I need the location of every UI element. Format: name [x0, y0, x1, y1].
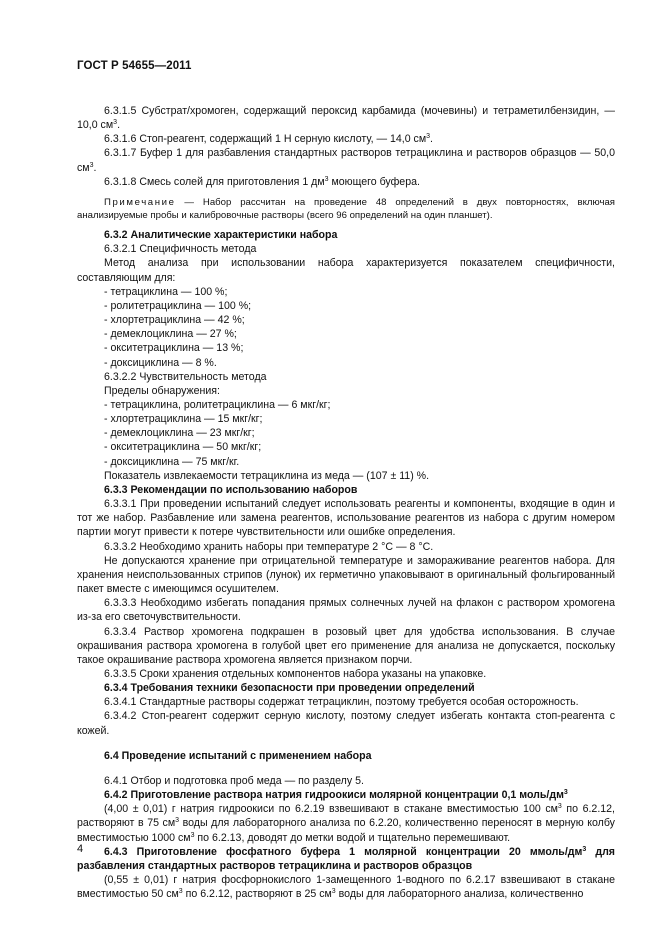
document-code-header: ГОСТ Р 54655—2011	[77, 60, 192, 72]
paragraph-6-4-3: (0,55 ± 0,01) г натрия фосфорнокислого 1-замещенного 1-водного по 6.2.17 взвешивают в стакане вместимостью 50 $см^3$ по 6.2.12, растворяют в 25 $см^3$ воды для лабораторного анализа, количественно	[77, 874, 615, 901]
item-6-3-1-6: 6.3.1.6 Стоп-реагент, содержащий 1 Н серную кислоту, — 14,0 $см^3$.	[104, 133, 433, 146]
paragraph-6-4-1: 6.4.1 Отбор и подготовка проб меда — по разделу 5.	[104, 774, 364, 787]
list-item: - хлортетрациклина — 15 мкг/кг;	[104, 413, 263, 426]
list-item: - ролитетрациклина — 100 %;	[104, 299, 252, 312]
section-heading-6-4-3: 6.4.3 Приготовление фосфатного буфера 1 молярной концентрации 20 ммоль/$дм^3$ для разбавления стандартных растворов тетрациклина и растворов образцов	[77, 845, 615, 872]
note-label: Примечание	[104, 196, 176, 208]
specificity-list	[77, 285, 615, 370]
list-item: - доксициклина — 75 мкг/кг.	[104, 455, 240, 468]
specificity-intro: Метод анализа при использовании набора характеризуется показателем специфичности, составляющим для:	[77, 257, 615, 284]
detection-limits-list	[77, 398, 615, 469]
item-6-3-1-8: 6.3.1.8 Смесь солей для приготовления 1 $дм^3$ моющего буфера.	[104, 175, 420, 188]
list-item: - тетрациклина, ролитетрациклина — 6 мкг/кг;	[104, 399, 331, 411]
list-item: - хлортетрациклина — 42 %;	[104, 314, 245, 327]
section-heading-6-3-2: 6.3.2 Аналитические характеристики набора	[104, 229, 338, 242]
section-heading-6-3-3: 6.3.3 Рекомендации по использованию наборов	[104, 483, 358, 496]
detection-limits-title: Пределы обнаружения:	[104, 384, 220, 397]
item-6-3-1-5: 6.3.1.5 Субстрат/хромоген, содержащий пероксид карбамида (мочевины) и тетраметилбензидин, — 10,0 $см^3$.	[77, 105, 615, 132]
section-heading-6-4-2: 6.4.2 Приготовление раствора натрия гидроокиси молярной концентрации 0,1 моль/$дм^3$	[104, 789, 568, 802]
recovery-rate: Показатель извлекаемости тетрациклина из меда — (107 ± 11) %.	[104, 469, 430, 482]
paragraph-storage: Не допускаются хранение при отрицательной температуре и замораживание реагентов набора. Для хранения неиспользованных стрипов (лунок) их герметично упаковывают в оригинальный фольгированный пакет вместе с имеющимся осушителем.	[77, 554, 615, 596]
list-item: - окситетрациклина — 50 мкг/кг;	[104, 441, 262, 454]
subheading-6-3-2-2: 6.3.2.2 Чувствительность метода	[104, 370, 267, 383]
list-item: - тетрациклина — 100 %;	[104, 285, 228, 298]
paragraph-6-3-3-5: 6.3.3.5 Сроки хранения отдельных компонентов набора указаны на упаковке.	[104, 667, 487, 680]
document-body	[77, 104, 615, 901]
paragraph-6-3-3-1: 6.3.3.1 При проведении испытаний следует использовать реагенты и компоненты, входящие в один и тот же набор. Разбавление или замена реагентов, использование реагентов из набора с другим номером партии могут привести к потере чувствительности или ошибке определения.	[77, 498, 615, 539]
section-heading-6-3-4: 6.3.4 Требования техники безопасности при проведении определений	[104, 682, 475, 695]
paragraph-6-3-4-2: 6.3.4.2 Стоп-реагент содержит серную кислоту, поэтому следует избегать контакта стоп-реагента с кожей.	[77, 710, 615, 737]
paragraph-6-4-2: (4,00 ± 0,01) г натрия гидроокиси по 6.2.19 взвешивают в стакане вместимостью 100 $см^3$ по 6.2.12, растворяют в 75 $см^3$ воды для лабораторного анализа по 6.2.20, количественно переносят в мерную колбу вместимостью 1000 $см^3$ по 6.2.13, доводят до метки водой и тщательно перемешивают.	[77, 803, 615, 844]
item-6-3-1-7: 6.3.1.7 Буфер 1 для разбавления стандартных растворов тетрациклина и растворов образцов — 50,0 $см^3$.	[77, 147, 615, 174]
subheading-6-3-2-1: 6.3.2.1 Специфичность метода	[104, 243, 257, 256]
page-number: 4	[77, 843, 84, 855]
section-heading-6-4: 6.4 Проведение испытаний с применением набора	[104, 749, 372, 762]
note-text: — Набор рассчитан на проведение 48 определений в двух повторностях, включая анализируемые пробы и калибровочные растворы (всего 96 определений на один планшет).	[77, 196, 615, 221]
list-item: - окситетрациклина — 13 %;	[104, 342, 244, 355]
note-paragraph	[77, 197, 615, 222]
paragraph-6-3-3-2: 6.3.3.2 Необходимо хранить наборы при температуре 2 °С — 8 °С.	[104, 540, 434, 553]
paragraph-6-3-3-4: 6.3.3.4 Раствор хромогена подкрашен в розовый цвет для удобства использования. В случае окрашивания раствора хромогена в голубой цвет его применение для анализа не допускается, поскольку такое окрашивание раствора хромогена является признаком порчи.	[77, 625, 615, 666]
list-item: - демеклоциклина — 23 мкг/кг;	[104, 427, 255, 440]
paragraph-6-3-3-3: 6.3.3.3 Необходимо избегать попадания прямых солнечных лучей на флакон с раствором хромогена из-за его светочувствительности.	[77, 597, 615, 624]
list-item: - доксициклина — 8 %.	[104, 356, 217, 369]
paragraph-6-3-4-1: 6.3.4.1 Стандартные растворы содержат тетрациклин, поэтому требуется особая осторожность.	[104, 696, 579, 709]
list-item: - демеклоциклина — 27 %;	[104, 328, 237, 341]
